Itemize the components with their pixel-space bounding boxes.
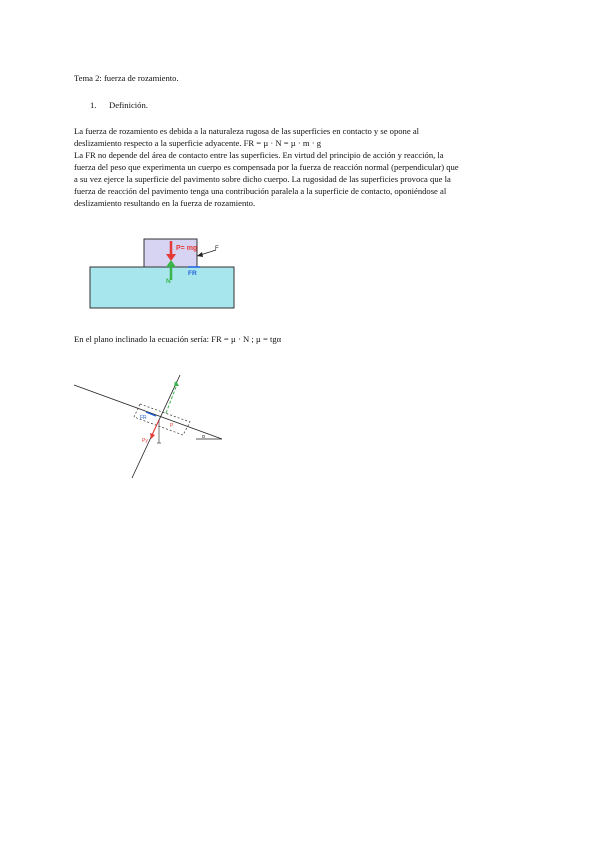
- applied-force-arrow: [197, 250, 216, 257]
- weight-component-label: Py: [142, 438, 148, 444]
- paragraph-line: deslizamiento respecto a la superficie adyacente. FR = µ · N = µ · m · g: [74, 138, 322, 148]
- ground-surface: [90, 267, 234, 308]
- paragraph-line: fuerza de reacción del pavimento tenga una contribución paralela a la superficie de contacto, oponiéndose al: [74, 186, 447, 196]
- normal-label: N: [166, 278, 171, 285]
- section-heading: [90, 99, 148, 111]
- section-number: 1.: [90, 100, 97, 110]
- document-title: Tema 2: fuerza de rozamiento.: [74, 73, 179, 83]
- angle-label: α: [202, 434, 205, 440]
- figure-inclined-plane: [70, 375, 230, 485]
- paragraph-line: La fuerza de rozamiento es debida a la naturaleza rugosa de las superficies en contacto y se opone al: [74, 126, 420, 136]
- weight-arrow: [150, 420, 159, 439]
- figure-block-on-surface: [88, 236, 238, 311]
- definition-paragraph: [74, 125, 534, 209]
- paragraph-line: fuerza del peso que experimenta un cuerpo es compensada por la fuerza de reacción normal (perpendicular) que: [74, 162, 459, 172]
- paragraph-line: La FR no depende del área de contacto entre las superficies. En virtud del principio de acción y reacción, la: [74, 150, 444, 160]
- incline-equation: En el plano inclinado la ecuación sería: FR = µ · N ; µ = tgα: [74, 334, 282, 344]
- section-label: Definición.: [109, 100, 148, 110]
- paragraph-line: a su vez ejerce la superficie del pavimento sobre dicho cuerpo. La rugosidad de las superficies provoca que la: [74, 174, 451, 184]
- friction-label: FR: [140, 415, 147, 421]
- friction-label: FR: [188, 270, 197, 277]
- weight-label: P= mg: [176, 245, 198, 252]
- weight-label: P: [170, 423, 174, 429]
- normal-label: N: [174, 382, 178, 388]
- applied-force-label: F: [215, 246, 219, 252]
- paragraph-line: deslizamiento resultando en la fuerza de rozamiento.: [74, 198, 256, 208]
- incline-line: [74, 385, 222, 439]
